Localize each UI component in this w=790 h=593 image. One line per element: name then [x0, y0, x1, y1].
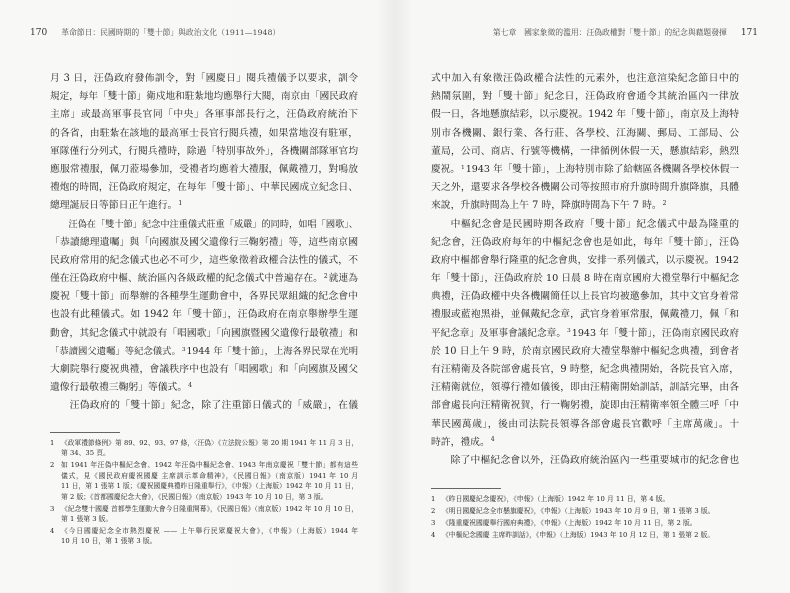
- body-line: [431, 197, 739, 215]
- body-line: [431, 234, 739, 252]
- footnote-line: 10 月 10 日，第 1 張第 3 版。: [61, 537, 157, 546]
- body-line: [50, 306, 358, 324]
- footnote-number: 4: [50, 526, 55, 535]
- body-text: [431, 70, 739, 470]
- body-line: [431, 452, 739, 470]
- text-run: 主席」或最高軍事長官同「中央」各軍事部長行之，汪偽政府統治下: [50, 109, 358, 121]
- footnote-number: 3: [50, 504, 55, 513]
- footnote-separator: [50, 432, 120, 433]
- text-run: 「恭讀國父遺囑」等紀念儀式。: [50, 345, 181, 357]
- footnote-number: 2: [50, 461, 55, 470]
- text-run: 禮服或藍袍黑褂，並佩戴紀念章，武官身着軍常服，佩戴禮刀，佩「和: [431, 309, 739, 321]
- body-line: [431, 106, 739, 124]
- body-line: [50, 325, 358, 343]
- body-line: [50, 161, 358, 179]
- text-run: 部會處長向汪精衛祝賀，行一鞠躬禮，旋即由汪精衛率領全體三呼「中: [431, 400, 739, 412]
- page-header: [493, 27, 758, 39]
- footnote-ref: 2: [662, 199, 667, 207]
- text-run: 天之外，還要求各學校各機關公司等按照市府升旗時間升旗降旗，具體: [431, 182, 739, 194]
- text-run: 規定，每年「雙十節」衛戍地和駐紮地均應舉行大閱，南京由「國民政府: [50, 91, 358, 103]
- paragraph: [50, 216, 358, 398]
- text-run: 軍隊僅行分列式，行閱兵禮時，除過「特別事故外」，各機關部隊軍官均: [50, 145, 358, 157]
- body-line: [431, 179, 739, 197]
- body-line: [431, 343, 739, 361]
- body-line: [431, 161, 739, 179]
- footnote-line: 儀式，見《國民政府慶祝國慶 主席訓示革命精神》，《民國日報》（南京版）1941 年 10 月: [61, 471, 358, 480]
- text-run: 別市各機關、銀行業、各行莊、各學校、江海關、郵局、工部局、公: [431, 127, 739, 139]
- body-line: [431, 270, 739, 288]
- body-line: [50, 343, 358, 361]
- text-run: 1943 年「雙十節」，汪偽南京國民政府: [571, 327, 739, 339]
- paragraph: [431, 452, 739, 470]
- body-line: [431, 434, 739, 452]
- footnote-ref: 3: [181, 346, 186, 353]
- text-run: 1943 年「雙十節」，上海特別市除了給轄區各機關各學校休假一: [465, 163, 739, 175]
- body-line: [431, 361, 739, 379]
- footnote-line: 《政軍禮節條例》第 89、92、93、97 條，〈汪偽〉《立法院公報》第 20 期 1941 年 11 月 3 日，: [61, 439, 358, 447]
- text-run: 汪偽政府的「雙十節」紀念，除了注重節日儀式的「威嚴」，在儀: [69, 400, 358, 412]
- body-line: [431, 416, 739, 434]
- text-run: 假一日，各地懸旗結彩，以示慶祝。1942 年「雙十節」，南京及上海特: [431, 109, 739, 121]
- body-line: [50, 234, 358, 252]
- page-header: [30, 27, 280, 39]
- text-run: 華民國萬歲」，後由司法院長領導各部會處長官歡呼「主席萬歲」。十: [431, 418, 739, 430]
- text-run: 總理誕辰日等節日正午進行。: [50, 200, 178, 212]
- paragraph: [431, 216, 739, 452]
- body-line: [431, 379, 739, 397]
- text-run: 式中加入有象徵汪偽政權合法性的元素外，也注意渲染紀念節日中的: [431, 73, 739, 84]
- body-line: [431, 125, 739, 143]
- footnote-number: 1: [50, 439, 55, 447]
- footnote-line: 《中樞紀念國慶 主席昨訓話》，《申報》（上海版）1943 年 10 月 12 日，第 1 張第 2 版。: [442, 530, 715, 539]
- running-head: 革命節日：民國時期的「雙十節」與政治文化（1911—1948）: [61, 28, 281, 37]
- text-run: 汪精衛就位，領導行禮如儀後，即由汪精衛開始訓話，訓話完畢，由各: [431, 382, 739, 394]
- text-run: 董局，公司、商店、行號等機構，一律循例休假一天，懸旗結彩，熱烈: [431, 145, 739, 157]
- paragraph: [50, 70, 358, 216]
- text-run: 慶祝「雙十節」而舉辦的各種學生運動會中，各界民眾組織的紀念會中: [50, 291, 358, 303]
- footnote-line: 《明日國慶紀念全市懸旗慶祝》，《申報》（上海版）1943 年 10 月 9 日，第 1 張第 3 版。: [442, 506, 715, 515]
- text-run: 就連為: [328, 273, 358, 285]
- body-line: [50, 288, 358, 306]
- footnote-line: 《今日國慶紀念全市熱烈慶祝 —— 上午舉行民眾慶祝大會》，《申報》（上海版）1944 年: [61, 526, 358, 535]
- page-number: 170: [30, 28, 48, 38]
- footnote: [50, 504, 358, 525]
- text-run: 除了中樞紀念會以外，汪偽政府統治區內一些重要城市的紀念會也: [450, 454, 739, 466]
- text-run: 民政府常用的紀念儀式也必不可少，這些象徵着政權合法性的儀式，不: [50, 254, 358, 266]
- text-run: 1944 年「雙十節」，上海各界民眾在光明: [186, 345, 358, 357]
- text-run: 有汪精衛及各院部會處長官，9 時整，紀念典禮開始，各院長官入席，: [431, 364, 739, 375]
- body-line: [50, 361, 358, 379]
- body-line: [50, 270, 358, 288]
- footnote-line: 《昨日國慶紀念慶祝》，《申報》（上海版）1942 年 10 月 11 日，第 4 版。: [442, 495, 670, 503]
- paragraph: [431, 70, 739, 216]
- footnote-line: 第 34、35 頁。: [61, 449, 110, 458]
- text-run: 也設有此種儀式。如 1942 年「雙十節」，汪偽政府在南京舉辦學生運: [50, 309, 358, 321]
- body-line: [431, 216, 739, 234]
- footnote-number: 4: [431, 530, 436, 539]
- body-line: [431, 88, 739, 106]
- footnote-separator: [431, 488, 501, 489]
- footnote-line: 第 1 張第 3 版。: [61, 514, 113, 523]
- footnote-ref: 4: [490, 436, 495, 444]
- body-line: [431, 306, 739, 324]
- text-run: 熱鬧氛圍，對「雙十節」紀念日，汪偽政府會通令其統治區內一律放: [431, 91, 739, 103]
- footnote-line: 11 日，第 1 張第 1 版；《慶祝國慶典禮昨日隆重舉行》，《申報》（上海版）1942 年 10 月 11 日，: [61, 482, 358, 491]
- text-run: 動會，其紀念儀式中就設有「唱國歌」「向國旗暨國父遺像行最敬禮」和: [50, 327, 358, 339]
- body-line: [431, 252, 739, 270]
- footnote: [50, 460, 358, 502]
- footnote: [431, 506, 739, 516]
- footnote: [50, 438, 358, 459]
- footnotes: [50, 438, 358, 548]
- body-line: [50, 179, 358, 197]
- text-run: 紀念會，汪偽政府每年的中樞紀念會也是如此，每年「雙十節」，汪偽: [431, 236, 739, 248]
- text-run: 來說，升旗時間為上午 7 時，降旗時間為下午 7 時。: [431, 200, 662, 212]
- footnote-number: 2: [431, 506, 436, 515]
- text-run: 「恭讀總理遺囑」與「向國旗及國父遺像行三鞠躬禮」等，這些南京國: [50, 236, 358, 248]
- footnote-ref: 1: [178, 199, 183, 207]
- text-run: 典禮，汪偽政權中央各機關簡任以上長官均被邀參加，其中文官身着常: [431, 291, 739, 303]
- right-page: [395, 0, 790, 593]
- body-line: [50, 88, 358, 106]
- text-run: 政府中樞都會舉行隆重的紀念會典，安排一系列儀式，以示慶祝。1942: [431, 254, 739, 266]
- footnote-ref: 2: [323, 272, 328, 280]
- footnote-line: 《紀念雙十國慶 首都學生運動大會今日隆重開幕》，《民國日報》（南京版）1942 年 10 月 10 日，: [61, 504, 358, 513]
- footnotes: [431, 494, 739, 542]
- text-run: 平紀念章」及軍事會議紀念章。: [431, 327, 567, 339]
- page-number: 171: [740, 28, 758, 38]
- running-head: 第七章 國家象徵的濫用：汪偽政權對「雙十節」的紀念與藉題發揮: [492, 28, 727, 37]
- footnote: [50, 526, 358, 547]
- text-run: 月 3 日，汪偽政府發佈訓令，對「國慶日」閱兵禮儀予以要求，訓令: [50, 73, 358, 84]
- body-line: [431, 70, 739, 88]
- body-line: [431, 288, 739, 306]
- body-line: [431, 397, 739, 415]
- body-line: [50, 70, 358, 88]
- footnote: [431, 530, 739, 540]
- body-line: [50, 397, 358, 415]
- footnote-ref: 3: [567, 328, 571, 335]
- body-line: [50, 125, 358, 143]
- body-text: [50, 70, 358, 416]
- text-run: 中樞紀念會是民國時期各政府「雙十節」紀念儀式中最為隆重的: [450, 218, 739, 230]
- body-line: [50, 216, 358, 234]
- footnote-line: 如 1941 年汪偽中樞紀念會、1942 年汪偽中樞紀念會、1943 年南京慶祝「雙十節」都有這些: [61, 461, 358, 470]
- body-line: [431, 143, 739, 161]
- text-run: 禮炮的時間，汪偽政府規定，在每年「雙十節」、中華民國成立紀念日、: [50, 182, 358, 194]
- text-run: 於 10 日上午 9 時，於南京國民政府大禮堂舉辦中樞紀念典禮，到會者: [431, 345, 739, 357]
- paragraph: [50, 397, 358, 415]
- body-line: [50, 143, 358, 161]
- text-run: 僅在汪偽政府中樞、統治區內各級政權的紀念儀式中普遍存在。: [50, 273, 323, 285]
- text-run: 年「雙十節」，汪偽政府於 10 日晨 8 時在南京國府大禮堂舉行中樞紀念: [431, 273, 739, 285]
- text-run: 的各省，由駐紮在該地的最高軍士長官行閱兵禮，如果當地沒有駐軍，: [50, 127, 358, 139]
- footnote: [431, 494, 739, 504]
- footnote: [431, 518, 739, 528]
- text-run: 慶祝。: [431, 163, 460, 175]
- footnote-number: 3: [431, 518, 436, 527]
- footnote-line: 第 2 版；《首都國慶紀念大會》，《民國日報》（南京版）1943 年 10 月 10 日，第 3 版。: [61, 492, 328, 501]
- body-line: [50, 197, 358, 215]
- text-run: 時許，禮成。: [431, 436, 490, 448]
- body-line: [50, 379, 358, 397]
- body-line: [50, 106, 358, 124]
- text-run: 大劇院舉行慶祝典禮，會議秩序中也設有「唱國歌」和「向國旗及國父: [50, 364, 358, 375]
- text-run: 遺像行最敬禮三鞠躬」等儀式。: [50, 382, 188, 394]
- body-line: [431, 325, 739, 343]
- footnote-ref: 4: [188, 381, 193, 389]
- footnote-line: 《隆重慶祝國慶舉行國府典禮》，《申報》（上海版）1942 年 10 月 11 日，第 2 版。: [442, 518, 697, 527]
- body-line: [50, 252, 358, 270]
- footnote-ref: 1: [460, 164, 465, 171]
- text-run: 應服常禮服，佩刀蒞場參加，受禮者均應着大禮服，佩戴禮刀，對鳴放: [50, 163, 358, 175]
- text-run: 汪偽在「雙十節」紀念中注重儀式莊重「威嚴」的同時，如唱「國歌」、: [68, 218, 358, 230]
- footnote-number: 1: [431, 495, 436, 503]
